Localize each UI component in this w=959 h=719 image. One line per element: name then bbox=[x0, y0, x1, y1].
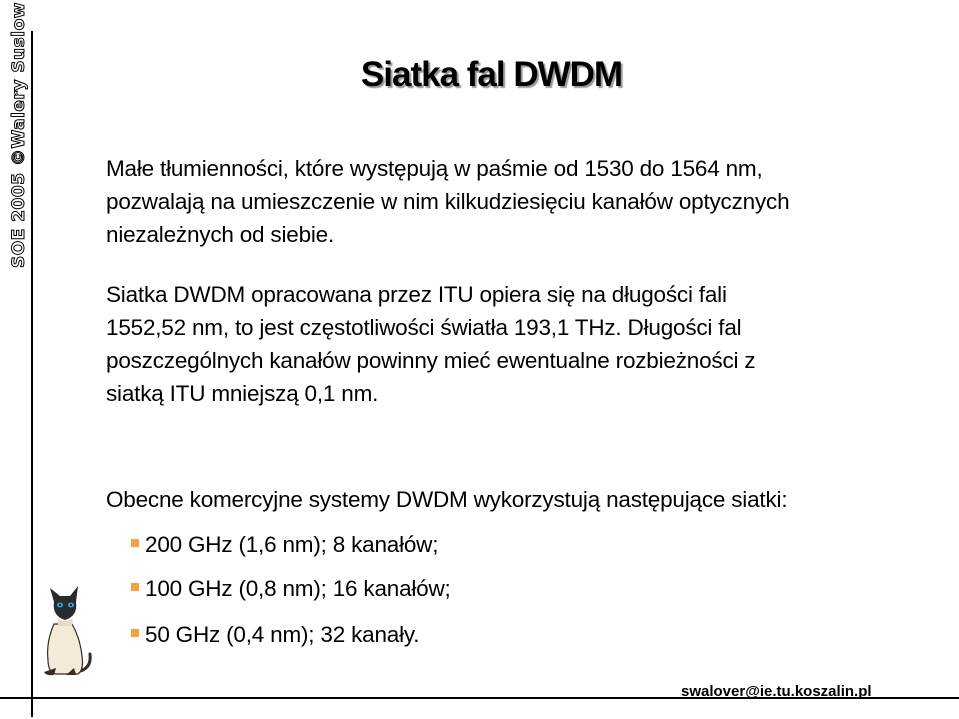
paragraph-2-line-3: poszczególnych kanałów powinny mieć ewentualne rozbieżności z bbox=[106, 348, 756, 373]
side-copyright-label: SOE 2005 ©Walery Suslow bbox=[9, 2, 29, 268]
footer-email: swalover@ie.tu.koszalin.pl bbox=[681, 683, 872, 700]
bullet-item bbox=[131, 572, 451, 605]
paragraph-1-line-2: pozwalają na umieszczenie w nim kilkudziesięciu kanałów optycznych bbox=[106, 189, 790, 214]
paragraph-3 bbox=[106, 483, 926, 516]
bullet-text: 50 GHz (0,4 nm); 32 kanały. bbox=[145, 621, 420, 647]
bullet-square-icon bbox=[131, 629, 139, 637]
bullet-square-icon bbox=[131, 539, 139, 547]
paragraph-2-line-4: siatką ITU mniejszą 0,1 nm. bbox=[106, 381, 379, 406]
paragraph-1-line-3: niezależnych od siebie. bbox=[106, 222, 335, 247]
bullet-text: 200 GHz (1,6 nm); 8 kanałów; bbox=[145, 531, 439, 557]
slide-title-text: Siatka fal DWDM bbox=[360, 55, 623, 94]
paragraph-2-line-2: 1552,52 nm, to jest częstotliwości światła 193,1 THz. Długości fal bbox=[106, 315, 742, 340]
paragraph-2 bbox=[106, 278, 926, 410]
siamese-cat-icon bbox=[36, 580, 96, 680]
paragraph-2-line-1: Siatka DWDM opracowana przez ITU opiera się na długości fali bbox=[106, 282, 727, 307]
paragraph-1-line-1: Małe tłumienności, które występują w paśmie od 1530 do 1564 nm, bbox=[106, 156, 763, 181]
left-border-line bbox=[31, 31, 33, 717]
bullet-square-icon bbox=[131, 583, 139, 591]
paragraph-3-line-1: Obecne komercyjne systemy DWDM wykorzystują następujące siatki: bbox=[106, 487, 788, 512]
slide-title bbox=[0, 55, 959, 95]
bullet-item bbox=[131, 618, 419, 651]
bullet-item bbox=[131, 528, 438, 561]
paragraph-1 bbox=[106, 152, 926, 251]
bullet-text: 100 GHz (0,8 nm); 16 kanałów; bbox=[145, 575, 451, 601]
